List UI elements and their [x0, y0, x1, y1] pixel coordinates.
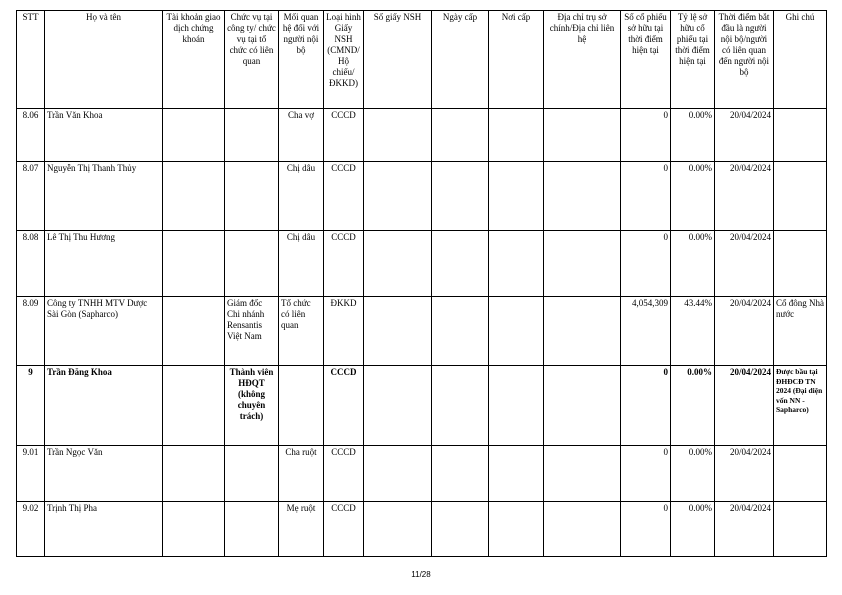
cell-position — [225, 502, 279, 557]
cell-position — [225, 109, 279, 162]
cell-stt: 8.08 — [17, 231, 45, 297]
header-doc-number: Số giấy NSH — [364, 11, 432, 109]
cell-name: Trịnh Thị Pha — [45, 502, 163, 557]
cell-issue-date — [432, 366, 489, 446]
cell-relation: Cha ruột — [279, 446, 324, 502]
cell-name: Trần Ngọc Văn — [45, 446, 163, 502]
table-row — [17, 366, 827, 446]
table-row — [17, 162, 827, 231]
cell-stt: 9 — [17, 366, 45, 446]
cell-shares: 0 — [621, 502, 671, 557]
cell-account — [163, 366, 225, 446]
cell-address — [544, 162, 621, 231]
header-issue-date: Ngày cấp — [432, 11, 489, 109]
cell-doc-type: CCCD — [324, 231, 364, 297]
cell-relation: Cha vợ — [279, 109, 324, 162]
cell-issue-place — [489, 109, 544, 162]
header-doc-type: Loại hình Giấy NSH (CMND/ Hộ chiếu/ ĐKKD) — [324, 11, 364, 109]
cell-note — [774, 162, 827, 231]
cell-doc-type: ĐKKD — [324, 297, 364, 366]
cell-issue-date — [432, 162, 489, 231]
cell-note: Được bầu tại ĐHĐCĐ TN 2024 (Đại diện vốn NN - Sapharco) — [774, 366, 827, 446]
cell-ratio: 0.00% — [671, 231, 715, 297]
table-row — [17, 446, 827, 502]
header-issue-place: Nơi cấp — [489, 11, 544, 109]
cell-doc-type: CCCD — [324, 109, 364, 162]
header-row — [17, 11, 827, 109]
cell-relation — [279, 366, 324, 446]
table-row — [17, 297, 827, 366]
header-start-date: Thời điểm bắt đầu là người nội bộ/người có liên quan đến người nội bộ — [715, 11, 774, 109]
page-number: 11/28 — [411, 570, 431, 579]
cell-start-date: 20/04/2024 — [715, 502, 774, 557]
cell-address — [544, 366, 621, 446]
cell-stt: 8.06 — [17, 109, 45, 162]
cell-doc-number — [364, 162, 432, 231]
cell-shares: 4,054,309 — [621, 297, 671, 366]
cell-stt: 8.07 — [17, 162, 45, 231]
cell-issue-place — [489, 231, 544, 297]
insider-relations-table — [16, 10, 827, 557]
cell-issue-place — [489, 366, 544, 446]
cell-start-date: 20/04/2024 — [715, 297, 774, 366]
cell-position — [225, 162, 279, 231]
cell-address — [544, 446, 621, 502]
header-relation: Mối quan hệ đối với người nội bộ — [279, 11, 324, 109]
header-address: Địa chỉ trụ sở chính/Địa chỉ liên hệ — [544, 11, 621, 109]
cell-doc-type: CCCD — [324, 162, 364, 231]
cell-shares: 0 — [621, 109, 671, 162]
cell-address — [544, 502, 621, 557]
cell-position — [225, 231, 279, 297]
cell-doc-number — [364, 109, 432, 162]
table-row — [17, 109, 827, 162]
cell-name: Trần Đăng Khoa — [45, 366, 163, 446]
cell-doc-number — [364, 446, 432, 502]
cell-shares: 0 — [621, 366, 671, 446]
cell-issue-date — [432, 502, 489, 557]
cell-ratio: 43.44% — [671, 297, 715, 366]
cell-relation: Tổ chức có liên quan — [279, 297, 324, 366]
cell-shares: 0 — [621, 231, 671, 297]
cell-name: Lê Thị Thu Hương — [45, 231, 163, 297]
table-row — [17, 231, 827, 297]
cell-account — [163, 446, 225, 502]
cell-doc-number — [364, 502, 432, 557]
cell-account — [163, 231, 225, 297]
cell-position: Thành viên HĐQT (không chuyên trách) — [225, 366, 279, 446]
cell-address — [544, 109, 621, 162]
cell-account — [163, 502, 225, 557]
cell-issue-date — [432, 109, 489, 162]
cell-stt: 9.02 — [17, 502, 45, 557]
cell-address — [544, 231, 621, 297]
cell-stt: 8.09 — [17, 297, 45, 366]
cell-position — [225, 446, 279, 502]
cell-relation: Mẹ ruột — [279, 502, 324, 557]
cell-stt: 9.01 — [17, 446, 45, 502]
cell-note — [774, 109, 827, 162]
cell-start-date: 20/04/2024 — [715, 366, 774, 446]
cell-account — [163, 162, 225, 231]
header-account: Tài khoản giao dịch chứng khoán — [163, 11, 225, 109]
cell-doc-type: CCCD — [324, 366, 364, 446]
cell-position: Giám đốc Chi nhánh Rensantis Việt Nam — [225, 297, 279, 366]
cell-start-date: 20/04/2024 — [715, 231, 774, 297]
cell-name: Công ty TNHH MTV Dược Sài Gòn (Sapharco) — [45, 297, 163, 366]
cell-shares: 0 — [621, 446, 671, 502]
cell-ratio: 0.00% — [671, 109, 715, 162]
cell-start-date: 20/04/2024 — [715, 109, 774, 162]
cell-note — [774, 446, 827, 502]
cell-doc-type: CCCD — [324, 446, 364, 502]
cell-name: Trần Văn Khoa — [45, 109, 163, 162]
header-position: Chức vụ tại công ty/ chức vụ tại tổ chức có liên quan — [225, 11, 279, 109]
header-ratio: Tỷ lệ sở hữu cổ phiếu tại thời điểm hiện tại — [671, 11, 715, 109]
cell-issue-place — [489, 502, 544, 557]
header-shares: Số cổ phiếu sở hữu tại thời điểm hiện tại — [621, 11, 671, 109]
cell-relation: Chị dâu — [279, 162, 324, 231]
cell-ratio: 0.00% — [671, 446, 715, 502]
cell-account — [163, 109, 225, 162]
cell-doc-number — [364, 231, 432, 297]
cell-issue-date — [432, 297, 489, 366]
cell-issue-place — [489, 297, 544, 366]
cell-name: Nguyễn Thị Thanh Thủy — [45, 162, 163, 231]
cell-doc-number — [364, 366, 432, 446]
header-note: Ghi chú — [774, 11, 827, 109]
cell-issue-place — [489, 162, 544, 231]
cell-note — [774, 502, 827, 557]
header-stt: STT — [17, 11, 45, 109]
cell-doc-type: CCCD — [324, 502, 364, 557]
cell-ratio: 0.00% — [671, 366, 715, 446]
table-row — [17, 502, 827, 557]
cell-note: Cổ đông Nhà nước — [774, 297, 827, 366]
cell-note — [774, 231, 827, 297]
cell-account — [163, 297, 225, 366]
cell-issue-date — [432, 446, 489, 502]
cell-issue-place — [489, 446, 544, 502]
cell-doc-number — [364, 297, 432, 366]
header-name: Họ và tên — [45, 11, 163, 109]
cell-address — [544, 297, 621, 366]
cell-start-date: 20/04/2024 — [715, 162, 774, 231]
cell-relation: Chị dâu — [279, 231, 324, 297]
cell-issue-date — [432, 231, 489, 297]
cell-start-date: 20/04/2024 — [715, 446, 774, 502]
cell-ratio: 0.00% — [671, 502, 715, 557]
cell-ratio: 0.00% — [671, 162, 715, 231]
cell-shares: 0 — [621, 162, 671, 231]
